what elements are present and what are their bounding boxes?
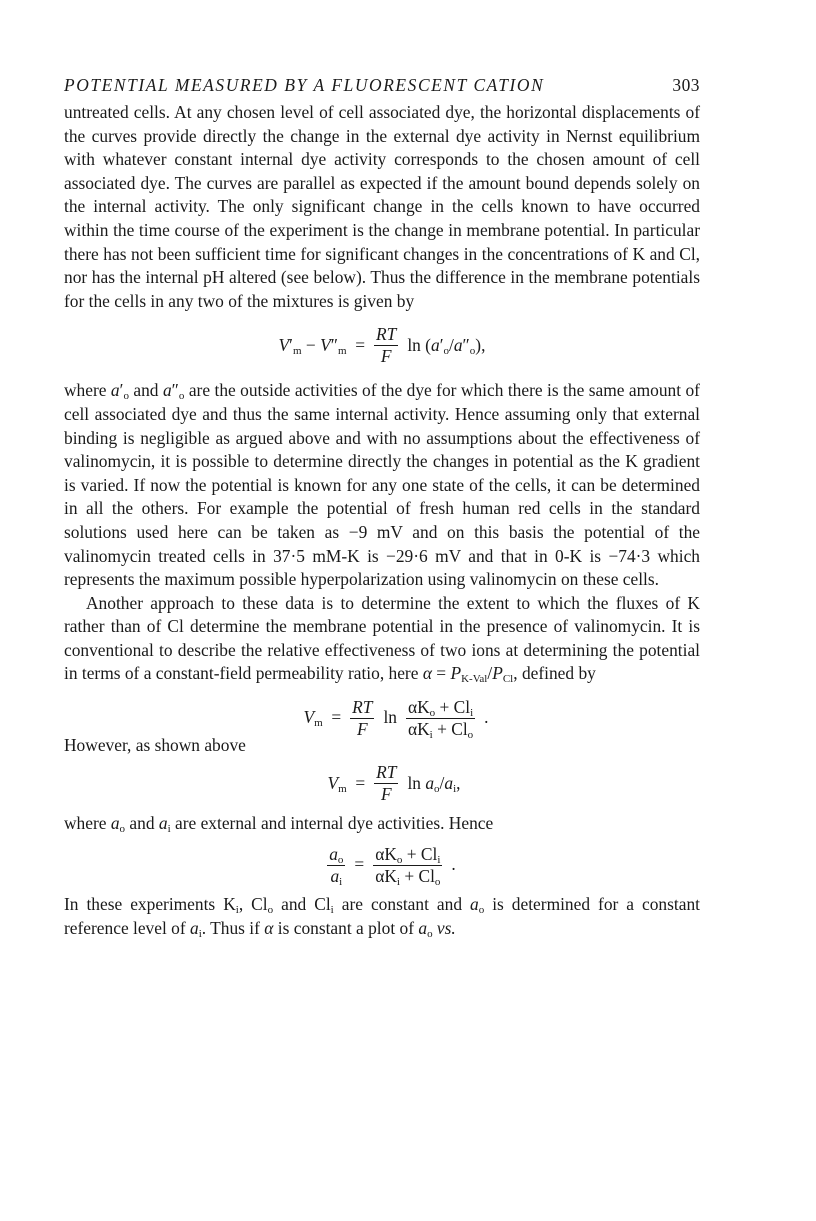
paragraph-2: where $a'_o$ and $a''_o$ are the outside activities of the dye for which there is the same amount of cell associated dye and thus the same internal activity. Hence assuming only that external binding is negligible as argued above and with no assumptions about the effectiveness of valinomycin, it is possible to determine directly the changes in potential as the K gradient is varied. If now the potential is known for any one state of the cells, it can be determined in all the others. For example the potential of fresh human red cells in the standard solutions used here can be taken as −9 mV and on this basis the potential of the valinomycin treated cells in 37·5 mM-K is −29·6 mV and that in 0-K is −74·3 which represents the maximum possible hyperpolarization using valinomycin on these cells. <box>64 380 700 590</box>
equation-constant-field: $V_m$ = $\frac{RT}{F}$ ln $\frac{\alpha K_o + Cl_i}{\alpha K_i + Cl_o}$ . <box>303 696 489 741</box>
running-title: POTENTIAL MEASURED BY A FLUORESCENT CATION <box>64 75 545 95</box>
running-header <box>64 72 700 98</box>
paper-page <box>64 72 700 940</box>
paragraph-3: Another approach to these data is to determine the extent to which the fluxes of K rather than of Cl determine the membrane potential in the presence of valinomycin. It is conventional to describe the relative effectiveness of two ions at determining the potential in terms of a constant-field permeability ratio, here $\alpha = P_{K-Val}/P_{Cl}$, defined by <box>64 592 700 686</box>
paragraph-5: where $a_o$ and $a_i$ are external and internal dye activities. Hence <box>64 812 494 835</box>
page-number: 303 <box>672 75 700 95</box>
paragraph-1: untreated cells. At any chosen level of cell associated dye, the horizontal displacements of the curves provide directly the change in the external dye activity in Nernst equilibrium with whatever constant internal dye activity corresponds to the chosen amount of cell associated dye. The curves are parallel as expected if the amount bound depends solely on the internal activity. The only significant change in the cells known to have occurred within the time course of the experiment is the change in membrane potential. In particular there has not been sufficient time for significant changes in the concentrations of K and Cl, nor has the internal pH altered (see below). Thus the difference in the membrane potentials for the cells in any two of the mixtures is given by <box>64 102 700 311</box>
equation-potential-difference: $V'_m - V''_m$ = $\frac{RT}{F}$ $\ln (a'_o/a''_o)$, <box>278 323 486 366</box>
paragraph-6: In these experiments $K_i$, $Cl_o$ and $Cl_i$ are constant and $a_o$ is determined for a constant reference level of $a_i$. Thus if α is constant a plot of $a_o$ vs. <box>64 894 700 940</box>
equation-activity-ratio: $\frac{a_o}{a_i}$ = $\frac{\alpha K_o + Cl_i}{\alpha K_i + Cl_o}$ . <box>329 843 456 888</box>
equation-dye-potential: $V_m$ = $\frac{RT}{F}$ $\ln a_o/a_i$, <box>327 762 461 805</box>
paragraph-4: However, as shown above <box>64 735 246 756</box>
